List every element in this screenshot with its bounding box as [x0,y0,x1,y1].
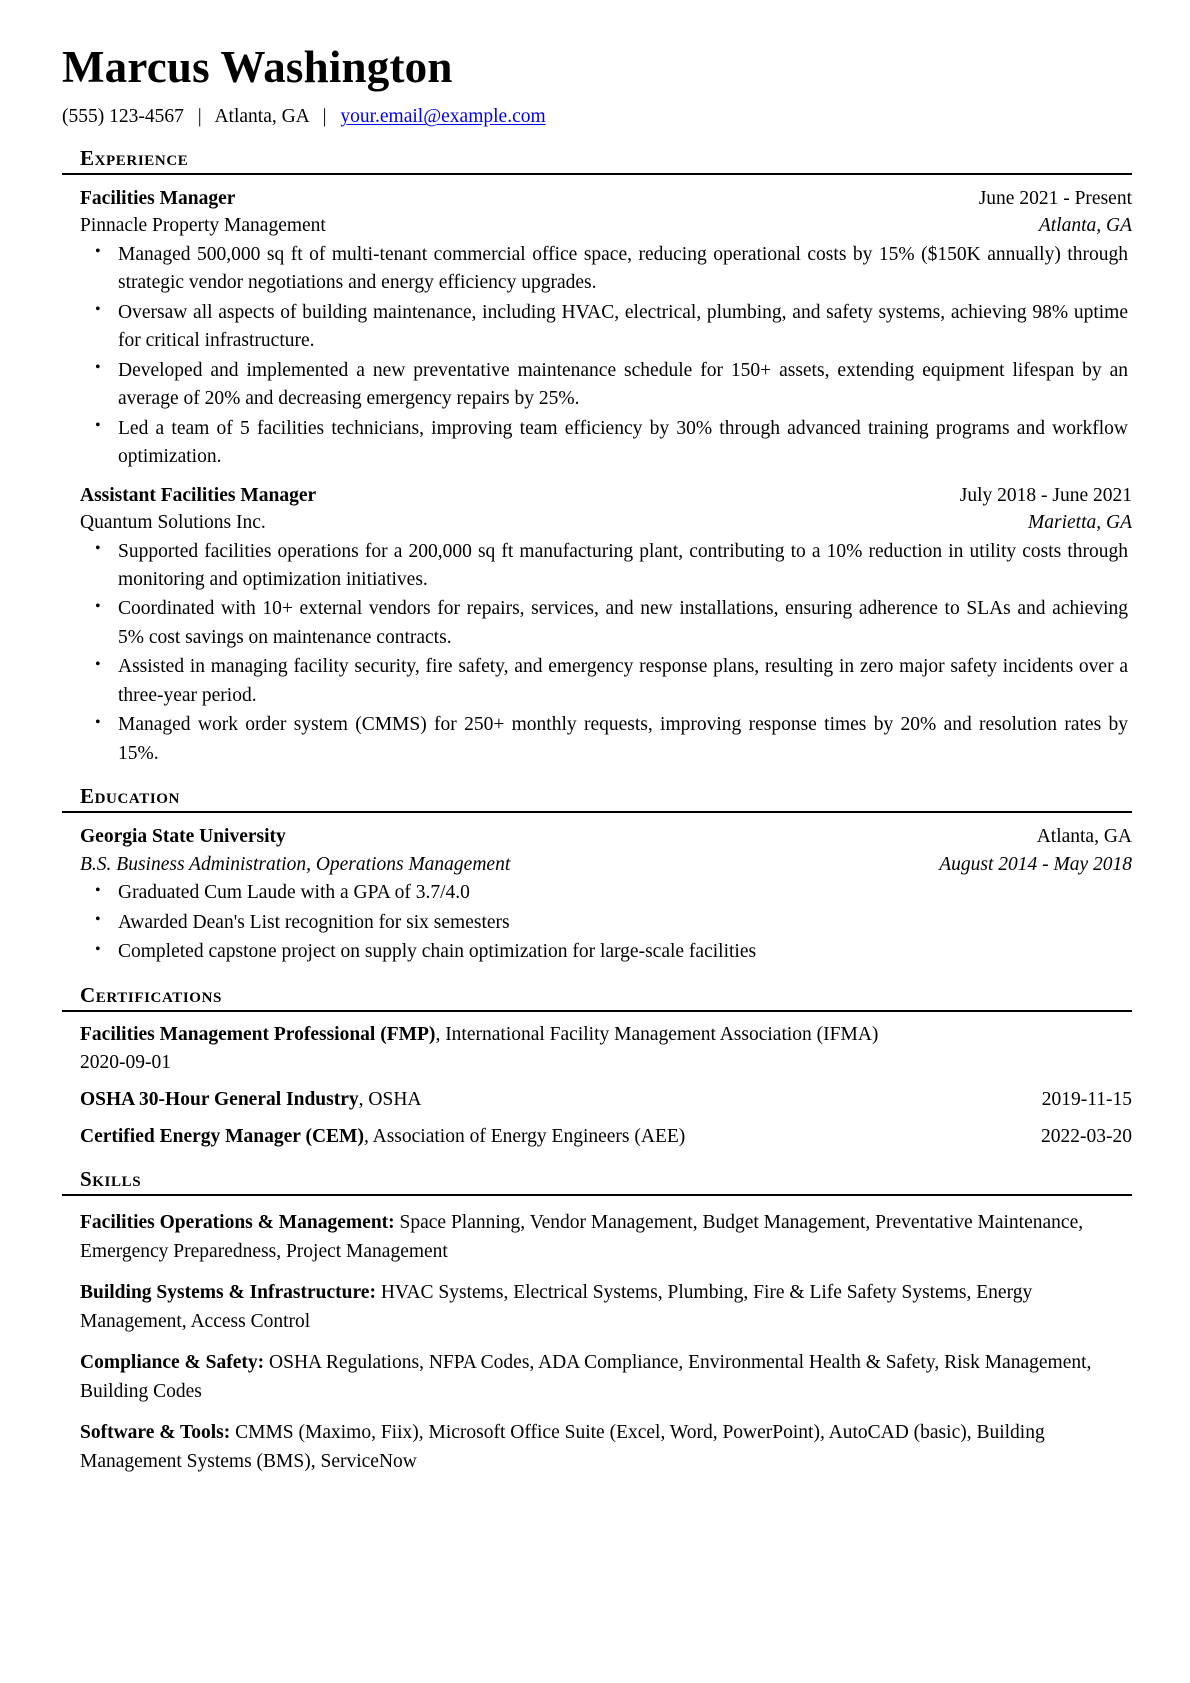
candidate-name: Marcus Washington [62,42,453,92]
skill-group [62,1419,1132,1476]
skill-items: CMMS (Maximo, Fiix), Microsoft Office Suite (Excel, Word, PowerPoint), AutoCAD (basic), Building Management Systems (BMS), ServiceNow [80,1422,1045,1472]
certification-row [62,1086,1132,1114]
section-title-experience: Experience [80,145,189,170]
experience-title-row [80,185,1132,212]
education-dates: August 2014 - May 2018 [939,853,1132,875]
company-name: Quantum Solutions Inc. [80,511,266,533]
education-bullet-list [80,879,1132,966]
section-rule [62,173,1132,175]
email-link[interactable]: your.email@example.com [340,106,546,128]
certification-row [62,1123,1132,1151]
certification-date: 2022-03-20 [1041,1126,1132,1148]
section-title-skills: Skills [80,1167,142,1192]
section-title-education: Education [80,784,180,809]
job-bullet: • Oversaw all aspects of building maintenance, including HVAC, electrical, plumbing, and safety systems, achieving 98% uptime for critical infrastructure. [116,299,1128,356]
certification-name: Facilities Management Professional (FMP) [80,1023,436,1045]
job-title: Assistant Facilities Manager [80,484,317,506]
job-bullet: • Led a team of 5 facilities technicians, improving team efficiency by 30% through advanced training programs and workflow optimization. [116,415,1128,472]
certification-issuer: , OSHA [358,1089,422,1111]
certification-text [80,1086,1022,1114]
phone-number: (555) 123-4567 [62,106,184,128]
section-rule [62,811,1132,813]
education-school-row [80,823,1132,850]
skill-category: Facilities Operations & Management: [80,1212,395,1234]
experience-company-row [80,212,1132,240]
education-bullet: • Completed capstone project on supply chain optimization for large-scale facilities [116,938,1128,966]
section-skills [62,1168,1132,1476]
job-bullet-list [80,241,1132,472]
skill-items: Space Planning, Vendor Management, Budget Management, Preventative Maintenance, Emergency Preparedness, Project Management [80,1212,1084,1262]
resume-header [62,42,1132,130]
section-rule [62,1010,1132,1012]
certification-text [80,1123,1021,1151]
certification-date: 2019-11-15 [1041,1089,1132,1111]
certification-name: OSHA 30-Hour General Industry [80,1089,359,1111]
contact-line [62,104,1132,129]
job-bullet: • Assisted in managing facility security, fire safety, and emergency response plans, resulting in zero major safety incidents over a three-year period. [116,653,1128,710]
job-dates: June 2021 - Present [978,187,1132,209]
experience-company-row [80,509,1132,537]
skill-category: Building Systems & Infrastructure: [80,1282,376,1304]
school-location: Atlanta, GA [1036,826,1132,848]
skill-category: Compliance & Safety: [80,1352,265,1374]
company-name: Pinnacle Property Management [80,215,326,237]
certification-text [80,1021,1132,1077]
job-bullet: • Developed and implemented a new preventative maintenance schedule for 150+ assets, extending equipment lifespan by an average of 20% and decreasing emergency repairs by 25%. [116,357,1128,414]
education-degree-row [80,851,1132,879]
contact-separator: | [197,106,202,128]
job-bullet: • Supported facilities operations for a 200,000 sq ft manufacturing plant, contributing to a 10% reduction in utility costs through monitoring and optimization initiatives. [116,538,1128,595]
section-rule [62,1194,1132,1196]
job-title: Facilities Manager [80,187,236,209]
section-education [62,785,1132,966]
job-location: Atlanta, GA [1038,215,1132,237]
job-dates: July 2018 - June 2021 [959,484,1132,506]
skill-category: Software & Tools: [80,1422,231,1444]
degree-name: B.S. Business Administration, Operations Management [80,853,511,875]
education-bullet: • Graduated Cum Laude with a GPA of 3.7/4.0 [116,879,1128,907]
section-title-certifications: Certifications [80,982,222,1007]
experience-entry [62,482,1132,769]
section-experience [62,147,1132,769]
job-bullet-list [80,538,1132,769]
skill-group [62,1209,1132,1266]
education-bullet: • Awarded Dean's List recognition for six semesters [116,909,1128,937]
certification-row [62,1021,1132,1077]
contact-location: Atlanta, GA [214,106,309,128]
certification-issuer: , Association of Energy Engineers (AEE) [363,1126,686,1148]
school-name: Georgia State University [80,826,286,848]
skill-group [62,1349,1132,1406]
skill-group [62,1279,1132,1336]
certification-name: Certified Energy Manager (CEM) [80,1126,364,1148]
section-certifications [62,984,1132,1151]
job-location: Marietta, GA [1028,511,1132,533]
experience-entry [62,185,1132,472]
certification-issuer: , International Facility Management Association (IFMA) [435,1023,879,1045]
job-bullet: • Managed work order system (CMMS) for 250+ monthly requests, improving response times by 20% and resolution rates by 15%. [116,711,1128,768]
experience-title-row [80,482,1132,509]
job-bullet: • Managed 500,000 sq ft of multi-tenant commercial office space, reducing operational costs by 15% ($150K annually) through strategic vendor negotiations and energy efficiency upgrades. [116,241,1128,298]
contact-separator: | [322,106,327,128]
skill-items: OSHA Regulations, NFPA Codes, ADA Compliance, Environmental Health & Safety, Risk Management, Building Codes [80,1352,1092,1402]
job-bullet: • Coordinated with 10+ external vendors for repairs, services, and new installations, ensuring adherence to SLAs and achieving 5% cost savings on maintenance contracts. [116,595,1128,652]
education-entry [62,823,1132,966]
certification-date: 2020-09-01 [80,1051,171,1073]
skill-items: HVAC Systems, Electrical Systems, Plumbing, Fire & Life Safety Systems, Energy Management, Access Control [80,1282,1033,1332]
